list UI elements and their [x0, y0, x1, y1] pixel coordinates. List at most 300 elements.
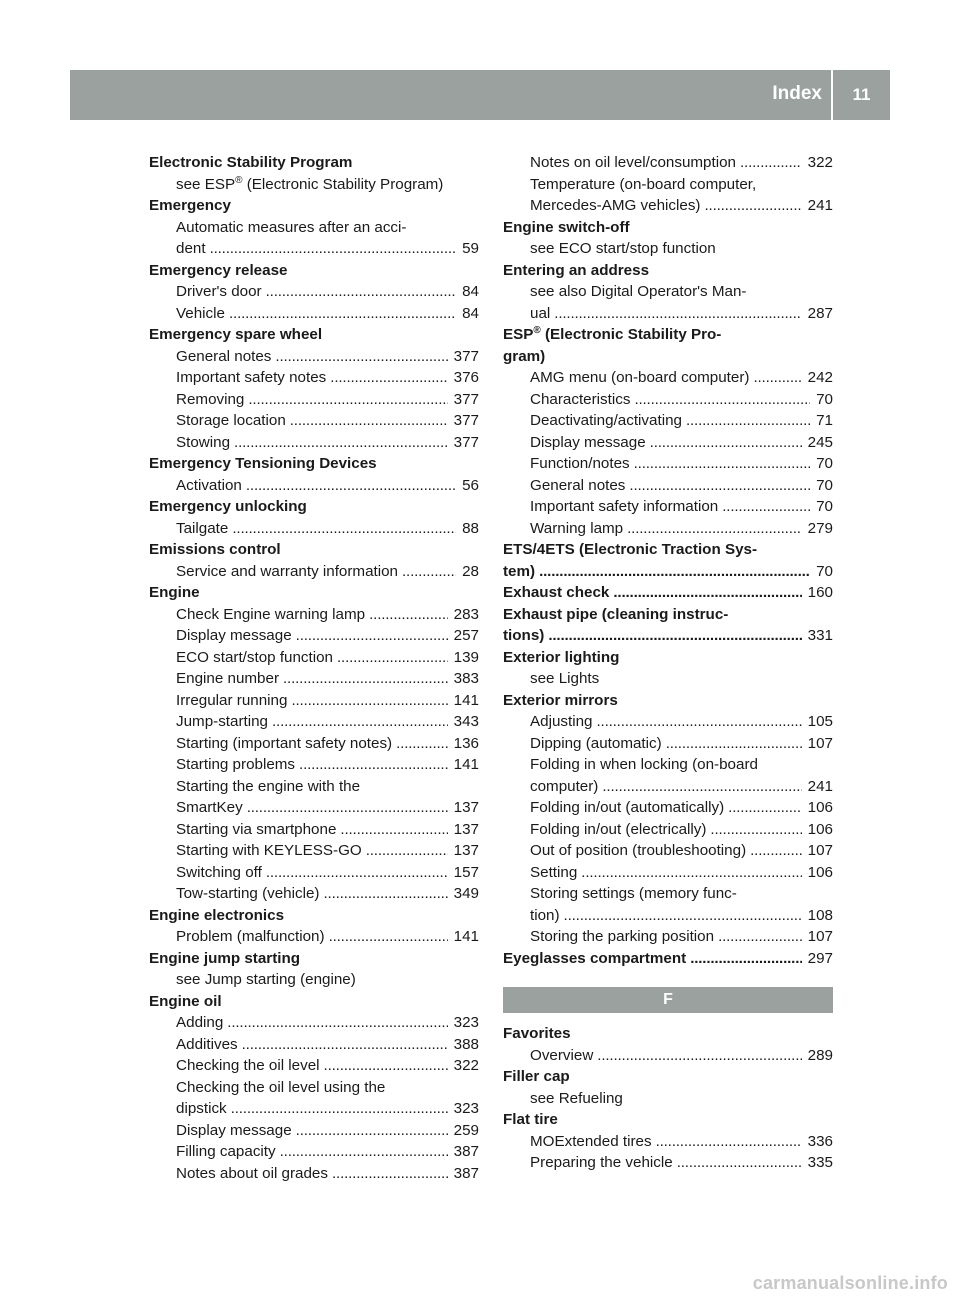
index-subentry[interactable]: [503, 475, 833, 497]
leader-dots: [234, 432, 448, 454]
entry-label-continued: (Electronic Stability Program): [242, 175, 444, 193]
leader-dots: [266, 862, 448, 884]
entry-text: [176, 797, 243, 819]
page-reference[interactable]: 259: [453, 1121, 479, 1139]
index-subentry[interactable]: [149, 926, 479, 948]
page-reference[interactable]: 136: [453, 734, 479, 752]
page-reference[interactable]: 137: [453, 799, 479, 816]
page-reference[interactable]: 336: [807, 1132, 833, 1150]
index-heading[interactable]: [503, 948, 833, 970]
page-reference[interactable]: 106: [807, 799, 833, 816]
page-reference[interactable]: 28: [462, 562, 479, 580]
index-subentry[interactable]: [149, 303, 479, 325]
entry-label: Engine: [149, 584, 200, 601]
index-subentry[interactable]: [149, 733, 479, 755]
entry-text: [530, 281, 746, 303]
entry-label: Filling capacity: [176, 1143, 276, 1160]
entry-label: Display message: [176, 1121, 292, 1139]
entry-label: Jump-starting: [176, 713, 269, 730]
leader-dots: [634, 453, 810, 475]
index-column-left: [149, 152, 479, 1184]
entry-text: [530, 862, 577, 884]
leader-dots: [539, 561, 810, 583]
leader-dots: [275, 346, 447, 368]
index-subentry[interactable]: [149, 1012, 479, 1034]
index-subentry[interactable]: [149, 840, 479, 862]
page-reference[interactable]: 107: [807, 734, 833, 752]
index-subentry[interactable]: [149, 1034, 479, 1056]
entry-text: [530, 367, 749, 389]
entry-label: Service and warranty information: [176, 562, 399, 580]
leader-dots: [548, 625, 801, 647]
index-subentry[interactable]: [503, 1152, 833, 1174]
index-subentry[interactable]: [149, 1141, 479, 1163]
entry-label: Removing: [176, 390, 245, 408]
leader-dots: [750, 840, 802, 862]
entry-label: see Refueling: [530, 1089, 623, 1107]
index-subentry[interactable]: [149, 281, 479, 303]
index-subentry[interactable]: [503, 926, 833, 948]
entry-label: tem): [503, 562, 536, 580]
entry-text: [176, 1055, 320, 1077]
page-title: Index: [772, 83, 822, 104]
index-subentry[interactable]: [149, 754, 479, 776]
page-reference[interactable]: 376: [453, 369, 479, 386]
index-subentry[interactable]: [503, 453, 833, 475]
leader-dots: [231, 1098, 448, 1120]
entry-text: [530, 797, 724, 819]
watermark: carmanualsonline.info: [752, 1273, 948, 1293]
entry-label: Driver's door: [176, 283, 262, 300]
page-reference[interactable]: 137: [453, 820, 479, 838]
page-reference[interactable]: 141: [453, 691, 479, 709]
index-heading: [503, 539, 833, 561]
entry-text: [503, 690, 618, 712]
entry-text: [176, 303, 225, 325]
entry-label: Function/notes: [530, 455, 630, 472]
index-subentry[interactable]: [149, 883, 479, 905]
entry-label: Notes about oil grades: [176, 1164, 328, 1182]
leader-dots: [613, 582, 801, 604]
page-reference[interactable]: 279: [807, 519, 833, 537]
index-subentry[interactable]: [503, 733, 833, 755]
entry-text: [503, 539, 757, 561]
entry-text: [176, 690, 287, 712]
entry-text: [176, 281, 262, 303]
entry-label: Electronic Stability Program: [149, 154, 353, 171]
entry-text: [176, 668, 279, 690]
leader-dots: [581, 862, 801, 884]
entry-text: [176, 840, 362, 862]
entry-text: [503, 1066, 570, 1088]
index-subentry[interactable]: [149, 1163, 479, 1185]
page-reference[interactable]: 377: [453, 347, 479, 365]
entry-label: Setting: [530, 863, 578, 881]
entry-label: ual: [530, 304, 551, 322]
page-reference[interactable]: 59: [462, 240, 479, 257]
entry-label: Exterior lighting: [503, 648, 620, 666]
page-reference[interactable]: 257: [453, 627, 479, 644]
entry-text: [530, 238, 716, 260]
leader-dots: [629, 475, 810, 497]
leader-dots: [323, 883, 447, 905]
page-reference[interactable]: 383: [453, 670, 479, 687]
entry-text: [149, 905, 284, 927]
index-heading: [149, 496, 479, 518]
section-letter: F: [663, 991, 673, 1008]
entry-text: [176, 1098, 227, 1120]
page-reference[interactable]: 107: [807, 928, 833, 945]
entry-text: [176, 518, 228, 540]
page-reference[interactable]: 137: [453, 842, 479, 859]
index-subentry[interactable]: [503, 303, 833, 325]
entry-label: Adjusting: [530, 713, 593, 730]
entry-label: see also Digital Operator's Man-: [530, 283, 747, 300]
page-reference[interactable]: 157: [453, 863, 479, 881]
page-reference[interactable]: 70: [816, 562, 833, 580]
index-subentry[interactable]: [503, 195, 833, 217]
index-subentry[interactable]: [149, 862, 479, 884]
entry-text: [176, 389, 244, 411]
entry-text: [503, 1023, 571, 1045]
page-reference[interactable]: 141: [453, 928, 479, 945]
index-heading: [503, 690, 833, 712]
entry-text: [176, 926, 325, 948]
index-subentry[interactable]: [503, 840, 833, 862]
entry-label: Folding in/out (electrically): [530, 820, 707, 838]
entry-text: [530, 518, 623, 540]
leader-dots: [290, 410, 448, 432]
page-number: 11: [852, 85, 871, 104]
entry-label: AMG menu (on-board computer): [530, 369, 750, 386]
page-reference[interactable]: 335: [807, 1154, 833, 1171]
index-subentry[interactable]: [149, 797, 479, 819]
index-subentry[interactable]: [149, 346, 479, 368]
page-reference[interactable]: 108: [807, 906, 833, 924]
index-subentry: [503, 281, 833, 303]
entry-text: [530, 389, 630, 411]
page-reference[interactable]: 323: [453, 1100, 479, 1117]
leader-dots: [232, 518, 456, 540]
entry-label: Adding: [176, 1014, 224, 1031]
entry-text: [176, 1034, 238, 1056]
index-subentry[interactable]: [149, 518, 479, 540]
page-reference[interactable]: 139: [453, 648, 479, 666]
entry-text: [503, 324, 721, 346]
entry-text: [176, 432, 230, 454]
index-subentry[interactable]: [149, 238, 479, 260]
entry-label: Additives: [176, 1035, 238, 1053]
leader-dots: [722, 496, 810, 518]
page-reference[interactable]: 70: [816, 476, 833, 494]
index-subentry[interactable]: [149, 604, 479, 626]
leader-dots: [280, 1141, 448, 1163]
page-reference[interactable]: 323: [453, 1014, 479, 1031]
entry-text: [530, 1131, 652, 1153]
index-subentry[interactable]: [503, 711, 833, 733]
entry-text: [176, 754, 295, 776]
index-subentry[interactable]: [503, 862, 833, 884]
entry-text: [176, 625, 292, 647]
leader-dots: [227, 1012, 447, 1034]
entry-label: Irregular running: [176, 691, 288, 709]
page-reference[interactable]: 70: [816, 390, 833, 408]
entry-text: [149, 539, 281, 561]
entry-text: [149, 260, 287, 282]
entry-text: [530, 303, 550, 325]
index-subentry[interactable]: [149, 1120, 479, 1142]
entry-label: see Jump starting (engine): [176, 971, 356, 988]
page-reference[interactable]: 70: [816, 455, 833, 472]
index-heading: [503, 647, 833, 669]
entry-label: Starting problems: [176, 756, 296, 773]
page-reference[interactable]: 377: [453, 433, 479, 451]
index-subentry[interactable]: [149, 1055, 479, 1077]
index-heading: [503, 604, 833, 626]
index-subentry[interactable]: [503, 905, 833, 927]
index-heading: [149, 195, 479, 217]
index-subentry[interactable]: [149, 668, 479, 690]
index-heading[interactable]: [503, 625, 833, 647]
index-heading: [149, 152, 479, 174]
entry-text: [503, 582, 609, 604]
index-subentry[interactable]: [503, 1131, 833, 1153]
entry-label: Starting (important safety notes): [176, 734, 393, 752]
page-reference[interactable]: 242: [807, 369, 833, 386]
leader-dots: [247, 797, 448, 819]
index-subentry[interactable]: [503, 518, 833, 540]
index-column-right: [503, 152, 833, 1174]
entry-label: Flat tire: [503, 1111, 558, 1128]
index-heading[interactable]: [503, 561, 833, 583]
entry-label: Characteristics: [530, 390, 631, 408]
page-reference[interactable]: 241: [807, 197, 833, 214]
entry-label: tions): [503, 627, 545, 644]
entry-label: Emergency release: [149, 261, 288, 279]
page-reference[interactable]: 241: [807, 777, 833, 795]
page-reference[interactable]: 377: [453, 412, 479, 429]
entry-label: ESP: [503, 326, 534, 343]
index-heading: [149, 453, 479, 475]
entry-label: Display message: [530, 433, 646, 451]
entry-label: tion): [530, 906, 560, 924]
leader-dots: [210, 238, 457, 260]
entry-text: [530, 432, 646, 454]
page-reference[interactable]: 283: [453, 605, 479, 623]
entry-text: [176, 174, 443, 196]
index-subentry[interactable]: [149, 367, 479, 389]
entry-text: [176, 862, 262, 884]
page-reference[interactable]: 88: [462, 519, 479, 537]
header-bar: [70, 70, 890, 120]
entry-label: Display message: [176, 627, 292, 644]
entry-label: Engine switch-off: [503, 218, 630, 236]
entry-label: Emergency Tensioning Devices: [149, 455, 377, 472]
page-reference[interactable]: 107: [807, 842, 833, 859]
page-reference[interactable]: 56: [462, 476, 479, 494]
page-reference[interactable]: 106: [807, 820, 833, 838]
index-subentry[interactable]: [503, 797, 833, 819]
registered-mark: ®: [235, 174, 243, 186]
entry-label: General notes: [530, 476, 626, 494]
index-subentry[interactable]: [503, 1045, 833, 1067]
index-subentry[interactable]: [503, 819, 833, 841]
page-reference[interactable]: 141: [453, 756, 479, 773]
index-subentry[interactable]: [149, 819, 479, 841]
entry-text: [530, 496, 718, 518]
entry-label: Engine electronics: [149, 906, 285, 924]
page-reference[interactable]: 387: [453, 1143, 479, 1160]
index-subentry[interactable]: [149, 711, 479, 733]
entry-text: [176, 1012, 223, 1034]
entry-label: Vehicle: [176, 304, 225, 322]
page-reference[interactable]: 84: [462, 304, 479, 322]
index-subentry[interactable]: [503, 152, 833, 174]
leader-dots: [246, 475, 456, 497]
index-subentry[interactable]: [149, 647, 479, 669]
entry-text: [530, 754, 758, 776]
index-subentry[interactable]: [149, 561, 479, 583]
entry-text: [176, 1141, 276, 1163]
entry-text: [530, 668, 599, 690]
index-subentry[interactable]: [149, 625, 479, 647]
index-subentry: [503, 754, 833, 776]
page-reference[interactable]: 106: [807, 863, 833, 881]
page-reference[interactable]: 84: [462, 283, 479, 300]
entry-text: [149, 496, 307, 518]
entry-label: Folding in/out (automatically): [530, 799, 725, 816]
entry-text: [503, 561, 535, 583]
index-subentry: [503, 238, 833, 260]
entry-label: ETS/4ETS (Electronic Traction Sys-: [503, 541, 758, 558]
page-reference[interactable]: 71: [816, 412, 833, 429]
entry-label: Emergency spare wheel: [149, 326, 323, 343]
page-reference[interactable]: 349: [453, 885, 479, 902]
leader-dots: [596, 711, 801, 733]
index-heading: [149, 948, 479, 970]
index-heading: [149, 260, 479, 282]
entry-text: [149, 453, 377, 475]
page-reference[interactable]: 287: [807, 304, 833, 322]
entry-label: Folding in when locking (on-board: [530, 756, 758, 773]
index-heading: [149, 905, 479, 927]
entry-label: Activation: [176, 476, 242, 494]
page-reference[interactable]: 387: [453, 1164, 479, 1182]
page-reference[interactable]: 297: [807, 949, 833, 967]
index-heading: [503, 1023, 833, 1045]
entry-label: Eyeglasses compartment: [503, 949, 687, 967]
leader-dots: [369, 604, 448, 626]
entry-text: [149, 948, 300, 970]
index-heading[interactable]: [503, 582, 833, 604]
page-reference[interactable]: 289: [807, 1046, 833, 1064]
entry-label: General notes: [176, 347, 272, 365]
leader-dots: [324, 1055, 448, 1077]
index-subentry[interactable]: [503, 410, 833, 432]
entry-label: Emissions control: [149, 541, 281, 558]
page-reference[interactable]: 322: [807, 154, 833, 171]
entry-text: [176, 346, 271, 368]
index-subentry[interactable]: [149, 1098, 479, 1120]
page-reference[interactable]: 377: [453, 390, 479, 408]
index-subentry: [149, 174, 479, 196]
page-reference[interactable]: 245: [807, 433, 833, 451]
index-subentry[interactable]: [149, 410, 479, 432]
index-subentry[interactable]: [149, 432, 479, 454]
entry-text: [176, 733, 392, 755]
index-subentry: [503, 1088, 833, 1110]
leader-dots: [329, 926, 448, 948]
leader-dots: [740, 152, 802, 174]
leader-dots: [564, 905, 802, 927]
entry-label: Storing settings (memory func-: [530, 885, 737, 902]
entry-label: Notes on oil level/consumption: [530, 154, 736, 171]
leader-dots: [597, 1045, 801, 1067]
entry-label: SmartKey: [176, 799, 243, 816]
index-subentry[interactable]: [149, 389, 479, 411]
entry-label: Check Engine warning lamp: [176, 605, 366, 623]
leader-dots: [710, 819, 801, 841]
page-reference[interactable]: 331: [807, 627, 833, 644]
leader-dots: [554, 303, 801, 325]
index-subentry: [149, 776, 479, 798]
index-subentry[interactable]: [503, 432, 833, 454]
index-subentry[interactable]: [503, 389, 833, 411]
entry-text: [176, 883, 319, 905]
entry-label: Starting via smartphone: [176, 820, 337, 838]
index-subentry[interactable]: [149, 475, 479, 497]
entry-text: [530, 453, 630, 475]
entry-text: [530, 883, 737, 905]
page-reference[interactable]: 322: [453, 1057, 479, 1074]
entry-label: Switching off: [176, 863, 262, 881]
page-reference[interactable]: 160: [807, 584, 833, 601]
index-heading: [149, 539, 479, 561]
index-subentry[interactable]: [503, 496, 833, 518]
entry-label-continued: (Electronic Stability Pro-: [540, 326, 722, 343]
entry-label: Exterior mirrors: [503, 691, 618, 709]
leader-dots: [728, 797, 802, 819]
entry-text: [530, 475, 625, 497]
index-subentry[interactable]: [503, 367, 833, 389]
registered-mark: ®: [533, 324, 541, 336]
entry-text: [503, 647, 619, 669]
page-reference[interactable]: 70: [816, 498, 833, 515]
entry-text: [530, 711, 592, 733]
entry-label: see ECO start/stop function: [530, 240, 716, 257]
page-reference[interactable]: 105: [807, 713, 833, 730]
entry-text: [176, 776, 360, 798]
entry-label: gram): [503, 347, 546, 365]
leader-dots: [650, 432, 802, 454]
index-heading: [503, 217, 833, 239]
entry-text: [176, 1163, 328, 1185]
entry-label: Dipping (automatic): [530, 734, 662, 752]
entry-label: Checking the oil level using the: [176, 1078, 386, 1096]
index-heading: [503, 346, 833, 368]
leader-dots: [656, 1131, 802, 1153]
entry-label: Mercedes-AMG vehicles): [530, 197, 701, 214]
page-reference[interactable]: 343: [453, 713, 479, 730]
index-subentry[interactable]: [503, 776, 833, 798]
entry-text: [176, 1077, 385, 1099]
leader-dots: [299, 754, 448, 776]
leader-dots: [402, 561, 456, 583]
index-subentry[interactable]: [149, 690, 479, 712]
page-reference[interactable]: 388: [453, 1035, 479, 1053]
entry-label: dipstick: [176, 1100, 227, 1117]
leader-dots: [291, 690, 447, 712]
